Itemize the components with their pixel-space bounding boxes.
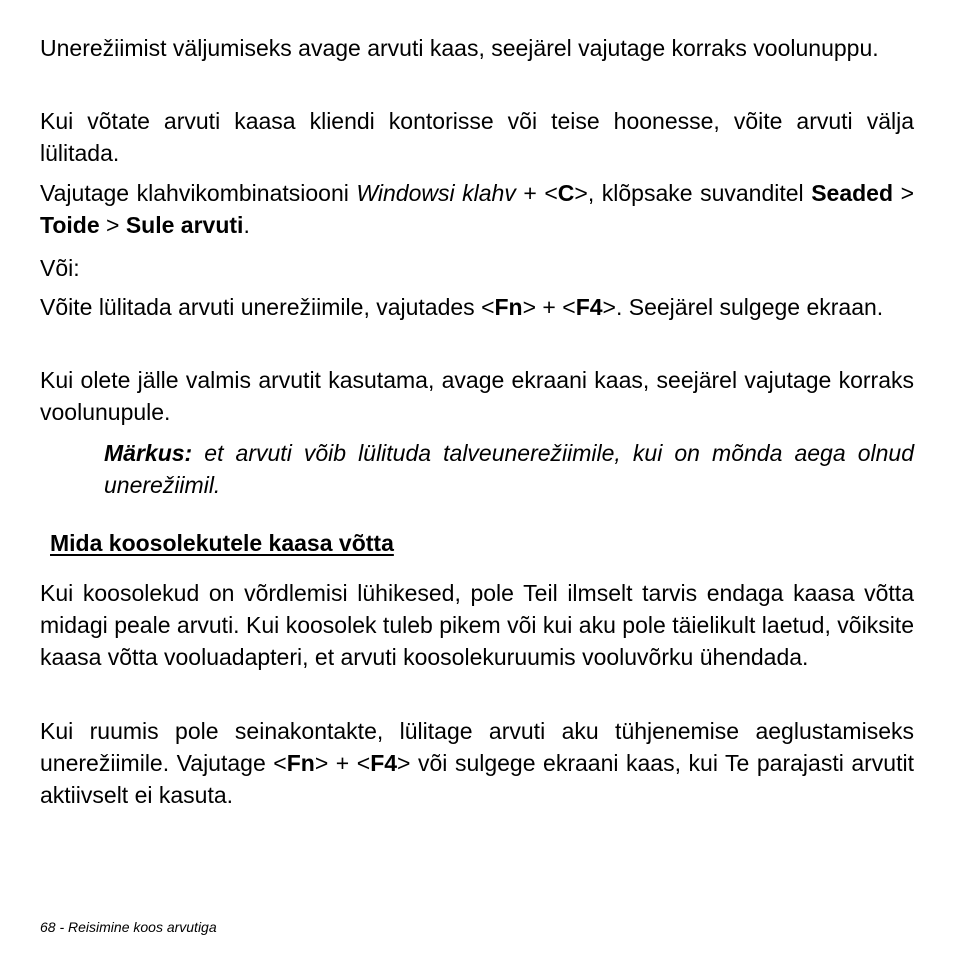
key-f4: F4	[575, 294, 603, 320]
key-c: C	[557, 180, 575, 206]
menu-power: Toide	[40, 212, 100, 238]
paragraph-sleep-shortcut	[40, 291, 914, 323]
note-block	[104, 437, 914, 501]
paragraph-or	[40, 252, 914, 284]
text-run: > või sulgege ekraani kaas, kui Te parajasti arvutit aktiivselt ei kasuta.	[40, 750, 914, 808]
text-run: Kui ruumis pole seinakontakte, lülitage arvuti aku tühjenemise aeglustamiseks unerežiimile. Vajutage <	[40, 718, 914, 776]
paragraph-resume	[40, 364, 914, 428]
windows-key-term: Windowsi klahv	[356, 180, 516, 206]
text-run: >, klõpsake suvanditel	[574, 180, 812, 206]
paragraph-meetings	[40, 577, 914, 673]
text-run: Võite lülitada arvuti unerežiimile, vajutades <	[40, 294, 495, 320]
key-fn: Fn	[494, 294, 523, 320]
text-run: > + <	[522, 294, 576, 320]
text-run: .	[243, 212, 250, 238]
paragraph-text: Kui võtate arvuti kaasa kliendi kontorisse või teise hoonesse, võite arvuti välja lülitada.	[40, 108, 914, 166]
paragraph-text: Või:	[40, 255, 80, 281]
menu-settings: Seaded	[811, 180, 894, 206]
note-label: Märkus:	[104, 440, 193, 466]
text-run: Vajutage klahvikombinatsiooni	[40, 180, 357, 206]
paragraph-no-outlets	[40, 715, 914, 811]
separator: >	[893, 180, 915, 206]
text-run: >. Seejärel sulgege ekraan.	[602, 294, 884, 320]
text-run: + <	[515, 180, 558, 206]
paragraph-text: Kui olete jälle valmis arvutit kasutama, avage ekraani kaas, seejärel vajutage korraks voolunupule.	[40, 367, 914, 425]
note-text: et arvuti võib lülituda talveunerežiimile, kui on mõnda aega olnud unerežiimil.	[104, 440, 914, 498]
text-run: > + <	[314, 750, 371, 776]
key-f4: F4	[370, 750, 398, 776]
key-fn: Fn	[286, 750, 315, 776]
separator: >	[99, 212, 126, 238]
paragraph-text: Kui koosolekud on võrdlemisi lühikesed, pole Teil ilmselt tarvis endaga kaasa võtta midagi peale arvuti. Kui koosolek tuleb pikem või kui aku pole täielikult laetud, võiksite kaasa võtta vooluadapteri, et arvuti koosolekuruumis vooluvõrku ühendada.	[40, 580, 914, 670]
page-footer: 68 - Reisimine koos arvutiga	[40, 919, 217, 935]
paragraph-shutdown-info	[40, 105, 914, 169]
paragraph-wake-from-sleep	[40, 32, 914, 64]
paragraph-text: Unerežiimist väljumiseks avage arvuti kaas, seejärel vajutage korraks voolunuppu.	[40, 35, 879, 61]
menu-shut-down: Sule arvuti	[125, 212, 244, 238]
section-heading: Mida koosolekutele kaasa võtta	[50, 530, 394, 556]
paragraph-shutdown-steps	[40, 177, 914, 241]
